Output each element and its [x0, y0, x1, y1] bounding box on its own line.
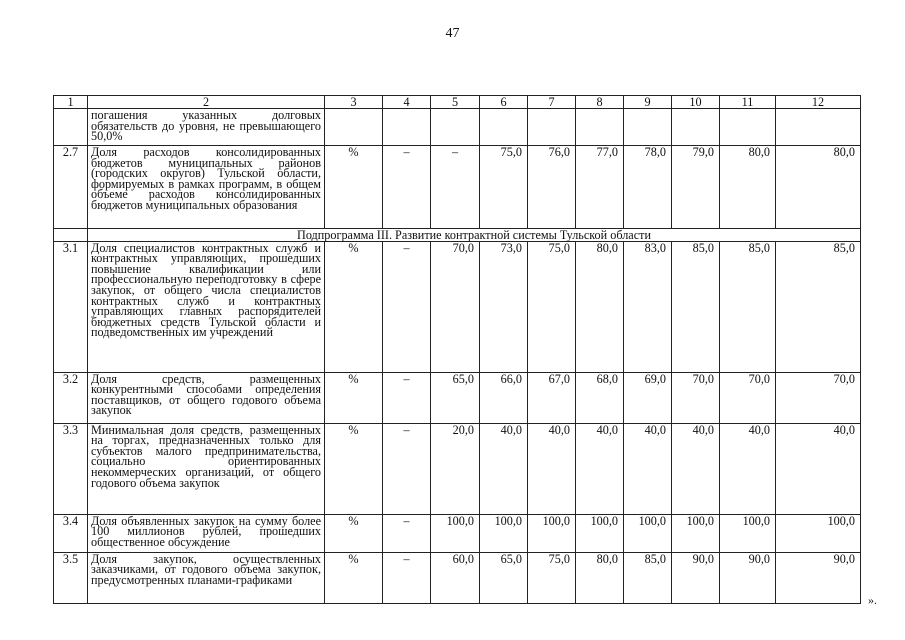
value-cell: 78,0	[624, 146, 672, 229]
table-row	[54, 241, 861, 372]
indicator-description: Минимальная доля средств, размещенных на торгах, предназначенных только для субъектов малого предпринимательства, социально ориентированных некоммерческих организаций, от общего годового объема закупок	[88, 423, 325, 514]
value-cell: 65,0	[480, 552, 528, 603]
value-cell	[528, 109, 576, 146]
value-cell: 90,0	[776, 552, 861, 603]
column-number: 8	[576, 96, 624, 109]
value-cell	[672, 109, 720, 146]
unit-cell: %	[325, 146, 383, 229]
indicator-number: 3.5	[54, 552, 88, 603]
value-cell: 90,0	[720, 552, 776, 603]
value-cell	[480, 109, 528, 146]
value-cell: 70,0	[776, 372, 861, 423]
value-cell: 67,0	[528, 372, 576, 423]
value-cell: 100,0	[528, 514, 576, 552]
indicators-table	[53, 95, 861, 604]
value-cell: 83,0	[624, 241, 672, 372]
value-cell: 100,0	[672, 514, 720, 552]
column-number: 4	[383, 96, 431, 109]
value-cell	[624, 109, 672, 146]
column-number: 11	[720, 96, 776, 109]
indicator-description: Доля расходов консолидированных бюджетов муниципальных районов (городских округов) Тульской области, формируемых в рамках программ, в общем объеме расходов консолидированных бюджетов муниципальных образования	[88, 146, 325, 229]
value-cell: 100,0	[624, 514, 672, 552]
value-cell: 76,0	[528, 146, 576, 229]
value-cell: 77,0	[576, 146, 624, 229]
value-cell: 66,0	[480, 372, 528, 423]
unit-cell: %	[325, 552, 383, 603]
unit-cell: %	[325, 423, 383, 514]
page-number: 47	[445, 26, 460, 41]
value-cell: 70,0	[720, 372, 776, 423]
indicator-number: 3.3	[54, 423, 88, 514]
value-cell	[720, 109, 776, 146]
indicator-number	[54, 109, 88, 146]
subprogram-title: Подпрограмма III. Развитие контрактной системы Тульской области	[88, 229, 861, 242]
column-number: 6	[480, 96, 528, 109]
value-cell: 65,0	[431, 372, 480, 423]
indicator-description: Доля объявленных закупок на сумму более 100 миллионов рублей, прошедших общественное обсуждение	[88, 514, 325, 552]
value-cell: 85,0	[720, 241, 776, 372]
table-row	[54, 372, 861, 423]
value-cell: 85,0	[776, 241, 861, 372]
value-cell: 80,0	[576, 552, 624, 603]
table-row	[54, 514, 861, 552]
unit-cell: %	[325, 514, 383, 552]
value-cell: 85,0	[672, 241, 720, 372]
unit-cell	[325, 109, 383, 146]
value-cell: –	[383, 146, 431, 229]
unit-cell: %	[325, 372, 383, 423]
value-cell: 85,0	[624, 552, 672, 603]
value-cell: 68,0	[576, 372, 624, 423]
column-number: 12	[776, 96, 861, 109]
value-cell: 20,0	[431, 423, 480, 514]
value-cell: –	[383, 241, 431, 372]
value-cell: 100,0	[480, 514, 528, 552]
table-row	[54, 146, 861, 229]
indicator-description: погашения указанных долговых обязательств до уровня, не превышающего 50,0%	[88, 109, 325, 146]
table-row	[54, 109, 861, 146]
subprogram-row	[54, 229, 861, 242]
value-cell: 40,0	[776, 423, 861, 514]
value-cell: 69,0	[624, 372, 672, 423]
value-cell: 79,0	[672, 146, 720, 229]
indicator-number: 3.2	[54, 372, 88, 423]
column-number: 3	[325, 96, 383, 109]
indicator-number: 3.1	[54, 241, 88, 372]
value-cell: 80,0	[776, 146, 861, 229]
value-cell: 100,0	[776, 514, 861, 552]
value-cell: –	[383, 514, 431, 552]
value-cell: 40,0	[528, 423, 576, 514]
value-cell	[431, 109, 480, 146]
column-number: 10	[672, 96, 720, 109]
value-cell: –	[383, 372, 431, 423]
value-cell: 100,0	[576, 514, 624, 552]
value-cell: 40,0	[624, 423, 672, 514]
value-cell: 40,0	[720, 423, 776, 514]
column-number-row	[54, 96, 861, 109]
value-cell: 75,0	[528, 552, 576, 603]
value-cell: 73,0	[480, 241, 528, 372]
value-cell: 40,0	[672, 423, 720, 514]
indicator-description: Доля средств, размещенных конкурентными способами определения поставщиков, от общего годового объема закупок	[88, 372, 325, 423]
indicator-description: Доля закупок, осуществленных заказчиками, от годового объема закупок, предусмотренных планами-графиками	[88, 552, 325, 603]
value-cell: –	[383, 552, 431, 603]
indicator-description: Доля специалистов контрактных служб и контрактных управляющих, прошедших повышение квалификации или профессиональную переподготовку в сфере закупок, от общего числа специалистов контрактных служб и контрактных управляющих главных распорядителей бюджетных средств Тульской области и подведомственных им учреждений	[88, 241, 325, 372]
value-cell: –	[431, 146, 480, 229]
value-cell: 80,0	[720, 146, 776, 229]
value-cell	[776, 109, 861, 146]
table-row	[54, 423, 861, 514]
closing-quote: ».	[868, 593, 877, 607]
value-cell: 40,0	[480, 423, 528, 514]
value-cell: 40,0	[576, 423, 624, 514]
column-number: 2	[88, 96, 325, 109]
indicator-number: 3.4	[54, 514, 88, 552]
value-cell: 70,0	[672, 372, 720, 423]
value-cell: –	[383, 423, 431, 514]
unit-cell: %	[325, 241, 383, 372]
column-number: 7	[528, 96, 576, 109]
column-number: 9	[624, 96, 672, 109]
value-cell: 100,0	[720, 514, 776, 552]
value-cell: 70,0	[431, 241, 480, 372]
value-cell: 100,0	[431, 514, 480, 552]
indicator-number: 2.7	[54, 146, 88, 229]
value-cell: 90,0	[672, 552, 720, 603]
value-cell	[383, 109, 431, 146]
value-cell: 75,0	[528, 241, 576, 372]
value-cell: 60,0	[431, 552, 480, 603]
column-number: 1	[54, 96, 88, 109]
table-row	[54, 552, 861, 603]
value-cell: 75,0	[480, 146, 528, 229]
value-cell	[576, 109, 624, 146]
column-number: 5	[431, 96, 480, 109]
value-cell: 80,0	[576, 241, 624, 372]
